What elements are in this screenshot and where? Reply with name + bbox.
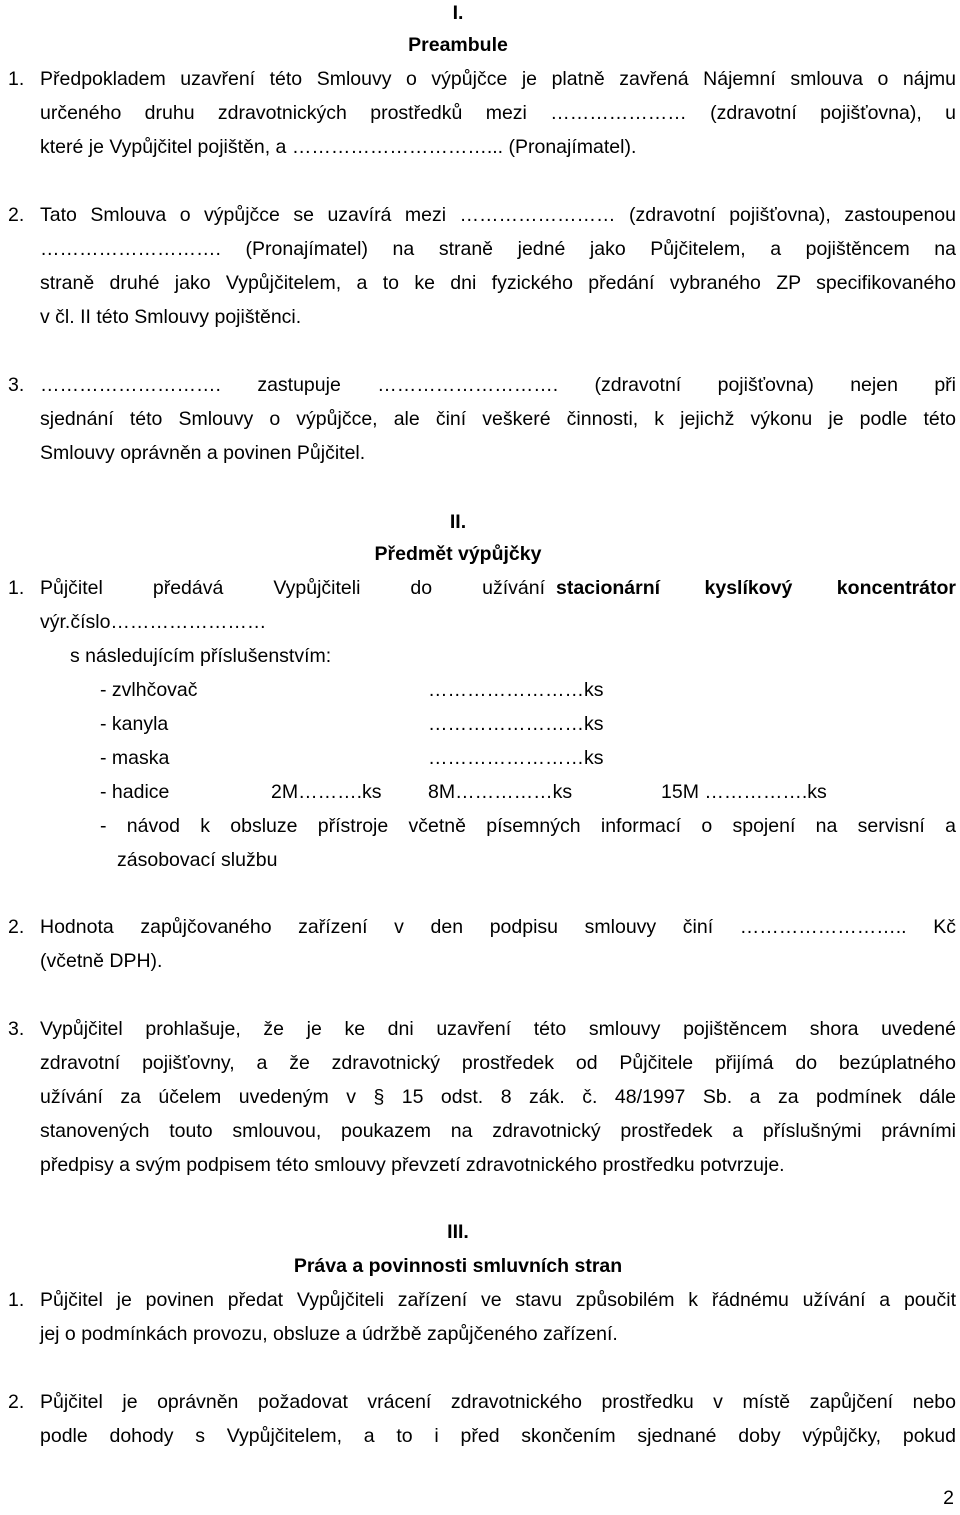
text-line: ………………………. zastupuje ………………………. (zdravotní pojišťovna) nejen při <box>40 374 956 396</box>
text-line: straně druhé jako Vypůjčitelem, a to ke dni fyzického předání vybraného ZP specifikovaného <box>40 272 956 294</box>
hose-15m-quantity: 15M …………….ks <box>661 781 827 803</box>
accessory-quantity: ……………………ks <box>428 747 604 769</box>
text-line <box>40 571 956 605</box>
paragraph-number: 1. <box>8 68 25 90</box>
text-line: Smlouvy oprávněn a povinen Půjčitel. <box>40 442 366 464</box>
section-1-title: Preambule <box>408 34 508 56</box>
paragraph-number: 1. <box>8 1289 25 1311</box>
accessory-quantity: ……………………ks <box>428 713 604 735</box>
section-2-numeral: II. <box>449 511 467 533</box>
hose-label: - hadice <box>100 781 170 803</box>
text-line: užívání za účelem uvedeným v § 15 odst. 8 zák. č. 48/1997 Sb. a za podmínek dále <box>40 1086 956 1108</box>
text-line: které je Vypůjčitel pojištěn, a …………………………... (Pronajímatel). <box>40 136 637 158</box>
text-line: Tato Smlouva o výpůjčce se uzavírá mezi …………………… (zdravotní pojišťovna), zastoupenou <box>40 204 956 226</box>
word: předává <box>152 577 224 599</box>
text-line: Předpokladem uzavření této Smlouvy o výpůjčce je platně zavřená Nájemní smlouva o nájmu <box>40 68 956 90</box>
text-line: (včetně DPH). <box>40 950 163 972</box>
accessory-label: - maska <box>100 747 170 769</box>
text-line: podle dohody s Vypůjčitelem, a to i před skončením sjednané doby výpůjčky, pokud <box>40 1425 956 1447</box>
word: Vypůjčiteli <box>273 577 361 599</box>
accessories-intro: s následujícím příslušenstvím: <box>70 645 332 667</box>
section-1-numeral: I. <box>452 2 464 24</box>
word: užívání <box>482 577 545 599</box>
text-line: v čl. II této Smlouvy pojištěnci. <box>40 306 302 328</box>
section-3-numeral: III. <box>447 1221 469 1243</box>
item-description <box>40 571 545 605</box>
text-line: Půjčitel je oprávněn požadovat vrácení zdravotnického prostředku v místě zapůjčení nebo <box>40 1391 956 1413</box>
text-line: Půjčitel je povinen předat Vypůjčiteli zařízení ve stavu způsobilém k řádnému užívání a poučit <box>40 1289 956 1311</box>
serial-number-line: výr.číslo…………………… <box>40 611 267 633</box>
accessory-quantity: ……………………ks <box>428 679 604 701</box>
text-line: sjednání této Smlouvy o výpůjčce, ale činí veškeré činnosti, k jejichž výkonu je podle této <box>40 408 956 430</box>
paragraph-number: 2. <box>8 1391 25 1413</box>
manual-line: zásobovací službu <box>117 849 278 871</box>
text-line: předpisy a svým podpisem této smlouvy převzetí zdravotnického prostředku potvrzuje. <box>40 1154 785 1176</box>
text-line: Vypůjčitel prohlašuje, že je ke dni uzavření této smlouvy pojištěncem shora uvedené <box>40 1018 956 1040</box>
paragraph-number: 1. <box>8 577 25 599</box>
hose-2m-quantity: 2M……….ks <box>271 781 382 803</box>
text-line: zdravotní pojišťovny, a že zdravotnický prostředek od Půjčitele přijímá do bezúplatného <box>40 1052 956 1074</box>
accessory-label: - kanyla <box>100 713 169 735</box>
paragraph-number: 3. <box>8 374 25 396</box>
text-line: stanovených touto smlouvou, poukazem na zdravotnický prostředek a příslušnými právními <box>40 1120 956 1142</box>
paragraph-number: 3. <box>8 1018 25 1040</box>
accessory-label: - zvlhčovač <box>100 679 198 701</box>
word: do <box>410 577 433 599</box>
word: Půjčitel <box>40 577 103 599</box>
paragraph-number: 2. <box>8 204 25 226</box>
section-3-title: Práva a povinnosti smluvních stran <box>293 1255 623 1277</box>
hose-8m-quantity: 8M……………ks <box>428 781 573 803</box>
text-line: jej o podmínkách provozu, obsluze a údržbě zapůjčeného zařízení. <box>40 1323 618 1345</box>
page-number: 2 <box>943 1487 954 1509</box>
section-2-title: Předmět výpůjčky <box>374 543 542 565</box>
text-line: ………………………. (Pronajímatel) na straně jedné jako Půjčitelem, a pojištěncem na <box>40 238 956 260</box>
manual-line: - návod k obsluze přístroje včetně písemných informací o spojení na servisní a <box>100 815 956 837</box>
device-name: stacionární kyslíkový koncentrátor <box>556 577 956 599</box>
text-line: Hodnota zapůjčovaného zařízení v den podpisu smlouvy činí …………………….. Kč <box>40 916 956 938</box>
text-line: určeného druhu zdravotnických prostředků mezi ………………… (zdravotní pojišťovna), u <box>40 102 956 124</box>
paragraph-number: 2. <box>8 916 25 938</box>
